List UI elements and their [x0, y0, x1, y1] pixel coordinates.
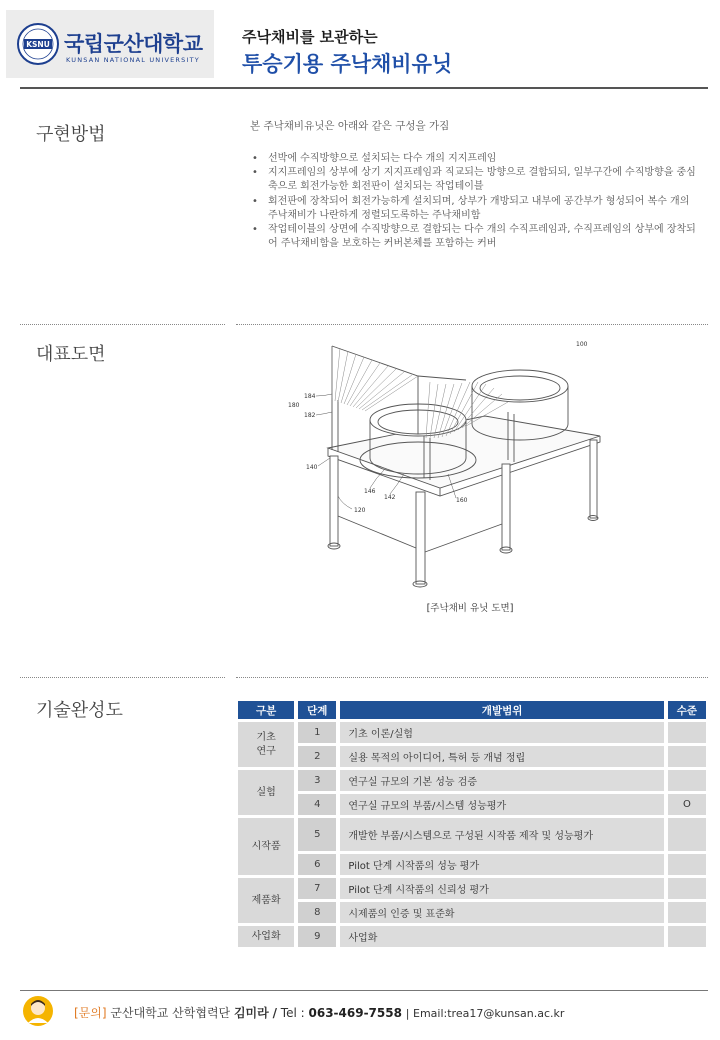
contact-email[interactable]: | Email:trea17@kunsan.ac.kr — [405, 1007, 565, 1020]
header-scope: 개발범위 — [340, 701, 663, 719]
ref-label: 182 — [304, 412, 316, 419]
stage-cell: 7 — [298, 878, 336, 899]
scope-cell: 시제품의 인증 및 표준화 — [340, 902, 663, 923]
stage-cell: 2 — [298, 746, 336, 767]
group-cell: 사업화 — [238, 926, 294, 947]
section-divider — [236, 677, 708, 678]
level-mark-cell — [668, 722, 706, 743]
scope-cell: 사업화 — [340, 926, 663, 947]
group-cell: 시작품 — [238, 818, 294, 875]
level-mark-cell — [668, 926, 706, 947]
level-mark-cell: O — [668, 794, 706, 815]
group-cell: 실험 — [238, 770, 294, 815]
ref-label: 120 — [354, 507, 366, 514]
header-category: 구분 — [238, 701, 294, 719]
contact-name: 김미라 — [233, 1006, 269, 1020]
ref-label: 140 — [306, 464, 318, 471]
university-logo — [6, 10, 214, 78]
page-subtitle: 주낙채비를 보관하는 — [242, 28, 378, 46]
table-row — [238, 818, 706, 851]
section-method-label: 구현방법 — [36, 124, 106, 145]
university-name: 국립군산대학교 — [64, 32, 203, 56]
ref-label: 100 — [576, 341, 588, 348]
page-title: 투승기용 주낙채비유닛 — [242, 52, 453, 76]
emblem-text: KSNU — [26, 40, 50, 49]
scope-cell: Pilot 단계 시작품의 성능 평가 — [340, 854, 663, 875]
figure-caption: [주낙채비 유닛 도면] — [426, 603, 514, 614]
table-row — [238, 746, 706, 767]
group-cell: 기초 연구 — [238, 722, 294, 767]
method-bullet: • 작업테이블의 상면에 수직방향으로 결합되는 다수 개의 수직프레임과, 수직프레임의 상부에 장착되어 주낙채비함을 보호하는 커버본체를 포함하는 커버 — [250, 223, 700, 251]
table-row — [238, 794, 706, 815]
method-bullet: • 지지프레임의 상부에 상기 지지프레임과 직교되는 방향으로 결합되되, 일부구간에 수직방향을 중심축으로 회전가능한 회전판이 설치되는 작업테이블 — [250, 166, 700, 194]
contact-phone[interactable]: 063-469-7558 — [308, 1006, 402, 1020]
level-mark-cell — [668, 770, 706, 791]
contact-tel-label: Tel : — [280, 1006, 305, 1020]
contact-person-icon — [22, 995, 54, 1027]
method-bullet-list — [250, 152, 700, 251]
section-divider — [20, 324, 225, 325]
table-row — [238, 770, 706, 791]
stage-cell: 1 — [298, 722, 336, 743]
section-divider — [20, 677, 225, 678]
scope-cell: 실용 목적의 아이디어, 특허 등 개념 정립 — [340, 746, 663, 767]
ref-label: 146 — [364, 488, 376, 495]
ref-label: 184 — [304, 393, 316, 400]
stage-cell: 8 — [298, 902, 336, 923]
stage-cell: 6 — [298, 854, 336, 875]
stage-cell: 3 — [298, 770, 336, 791]
scope-cell: 연구실 규모의 기본 성능 검증 — [340, 770, 663, 791]
university-emblem-icon — [16, 22, 60, 66]
section-drawing-label: 대표도면 — [36, 344, 106, 365]
table-row — [238, 854, 706, 875]
level-mark-cell — [668, 854, 706, 875]
section-divider — [236, 324, 708, 325]
contact-separator: / — [272, 1006, 277, 1020]
level-mark-cell — [668, 746, 706, 767]
ref-label: 160 — [456, 497, 468, 504]
ref-label: 142 — [384, 494, 396, 501]
table-row — [238, 878, 706, 899]
university-name-english: KUNSAN NATIONAL UNIVERSITY — [66, 56, 200, 64]
scope-cell: 개발한 부품/시스템으로 구성된 시작품 제작 및 성능평가 — [340, 818, 663, 851]
ref-label: 180 — [288, 402, 300, 409]
table-row — [238, 926, 706, 947]
table-header-row — [238, 701, 706, 719]
scope-cell: 기초 이론/실험 — [340, 722, 663, 743]
header-divider — [20, 87, 708, 89]
level-mark-cell — [668, 902, 706, 923]
level-mark-cell — [668, 878, 706, 899]
group-cell: 제품화 — [238, 878, 294, 923]
table-row — [238, 722, 706, 743]
header-stage: 단계 — [298, 701, 336, 719]
scope-cell: Pilot 단계 시작품의 신뢰성 평가 — [340, 878, 663, 899]
table-row — [238, 902, 706, 923]
stage-cell: 4 — [298, 794, 336, 815]
stage-cell: 5 — [298, 818, 336, 851]
method-intro: 본 주낙채비유닛은 아래와 같은 구성을 가짐 — [250, 120, 450, 132]
scope-cell: 연구실 규모의 부품/시스템 성능평가 — [340, 794, 663, 815]
level-mark-cell — [668, 818, 706, 851]
stage-cell: 9 — [298, 926, 336, 947]
contact-label: [문의] — [74, 1006, 107, 1020]
header-level: 수준 — [668, 701, 706, 719]
contact-info — [74, 1004, 564, 1021]
section-maturity-label: 기술완성도 — [36, 700, 123, 721]
unit-technical-drawing — [280, 338, 610, 596]
footer-divider — [20, 990, 708, 991]
technology-readiness-table — [234, 698, 710, 950]
method-bullet: • 회전판에 장착되어 회전가능하게 설치되며, 상부가 개방되고 내부에 공간부가 형성되어 복수 개의 주낙채비가 나란하게 정렬되도록하는 주낙채비함 — [250, 195, 700, 223]
contact-org: 군산대학교 산학협력단 — [110, 1006, 231, 1020]
method-bullet: • 선박에 수직방향으로 설치되는 다수 개의 지지프레임 — [250, 152, 700, 166]
